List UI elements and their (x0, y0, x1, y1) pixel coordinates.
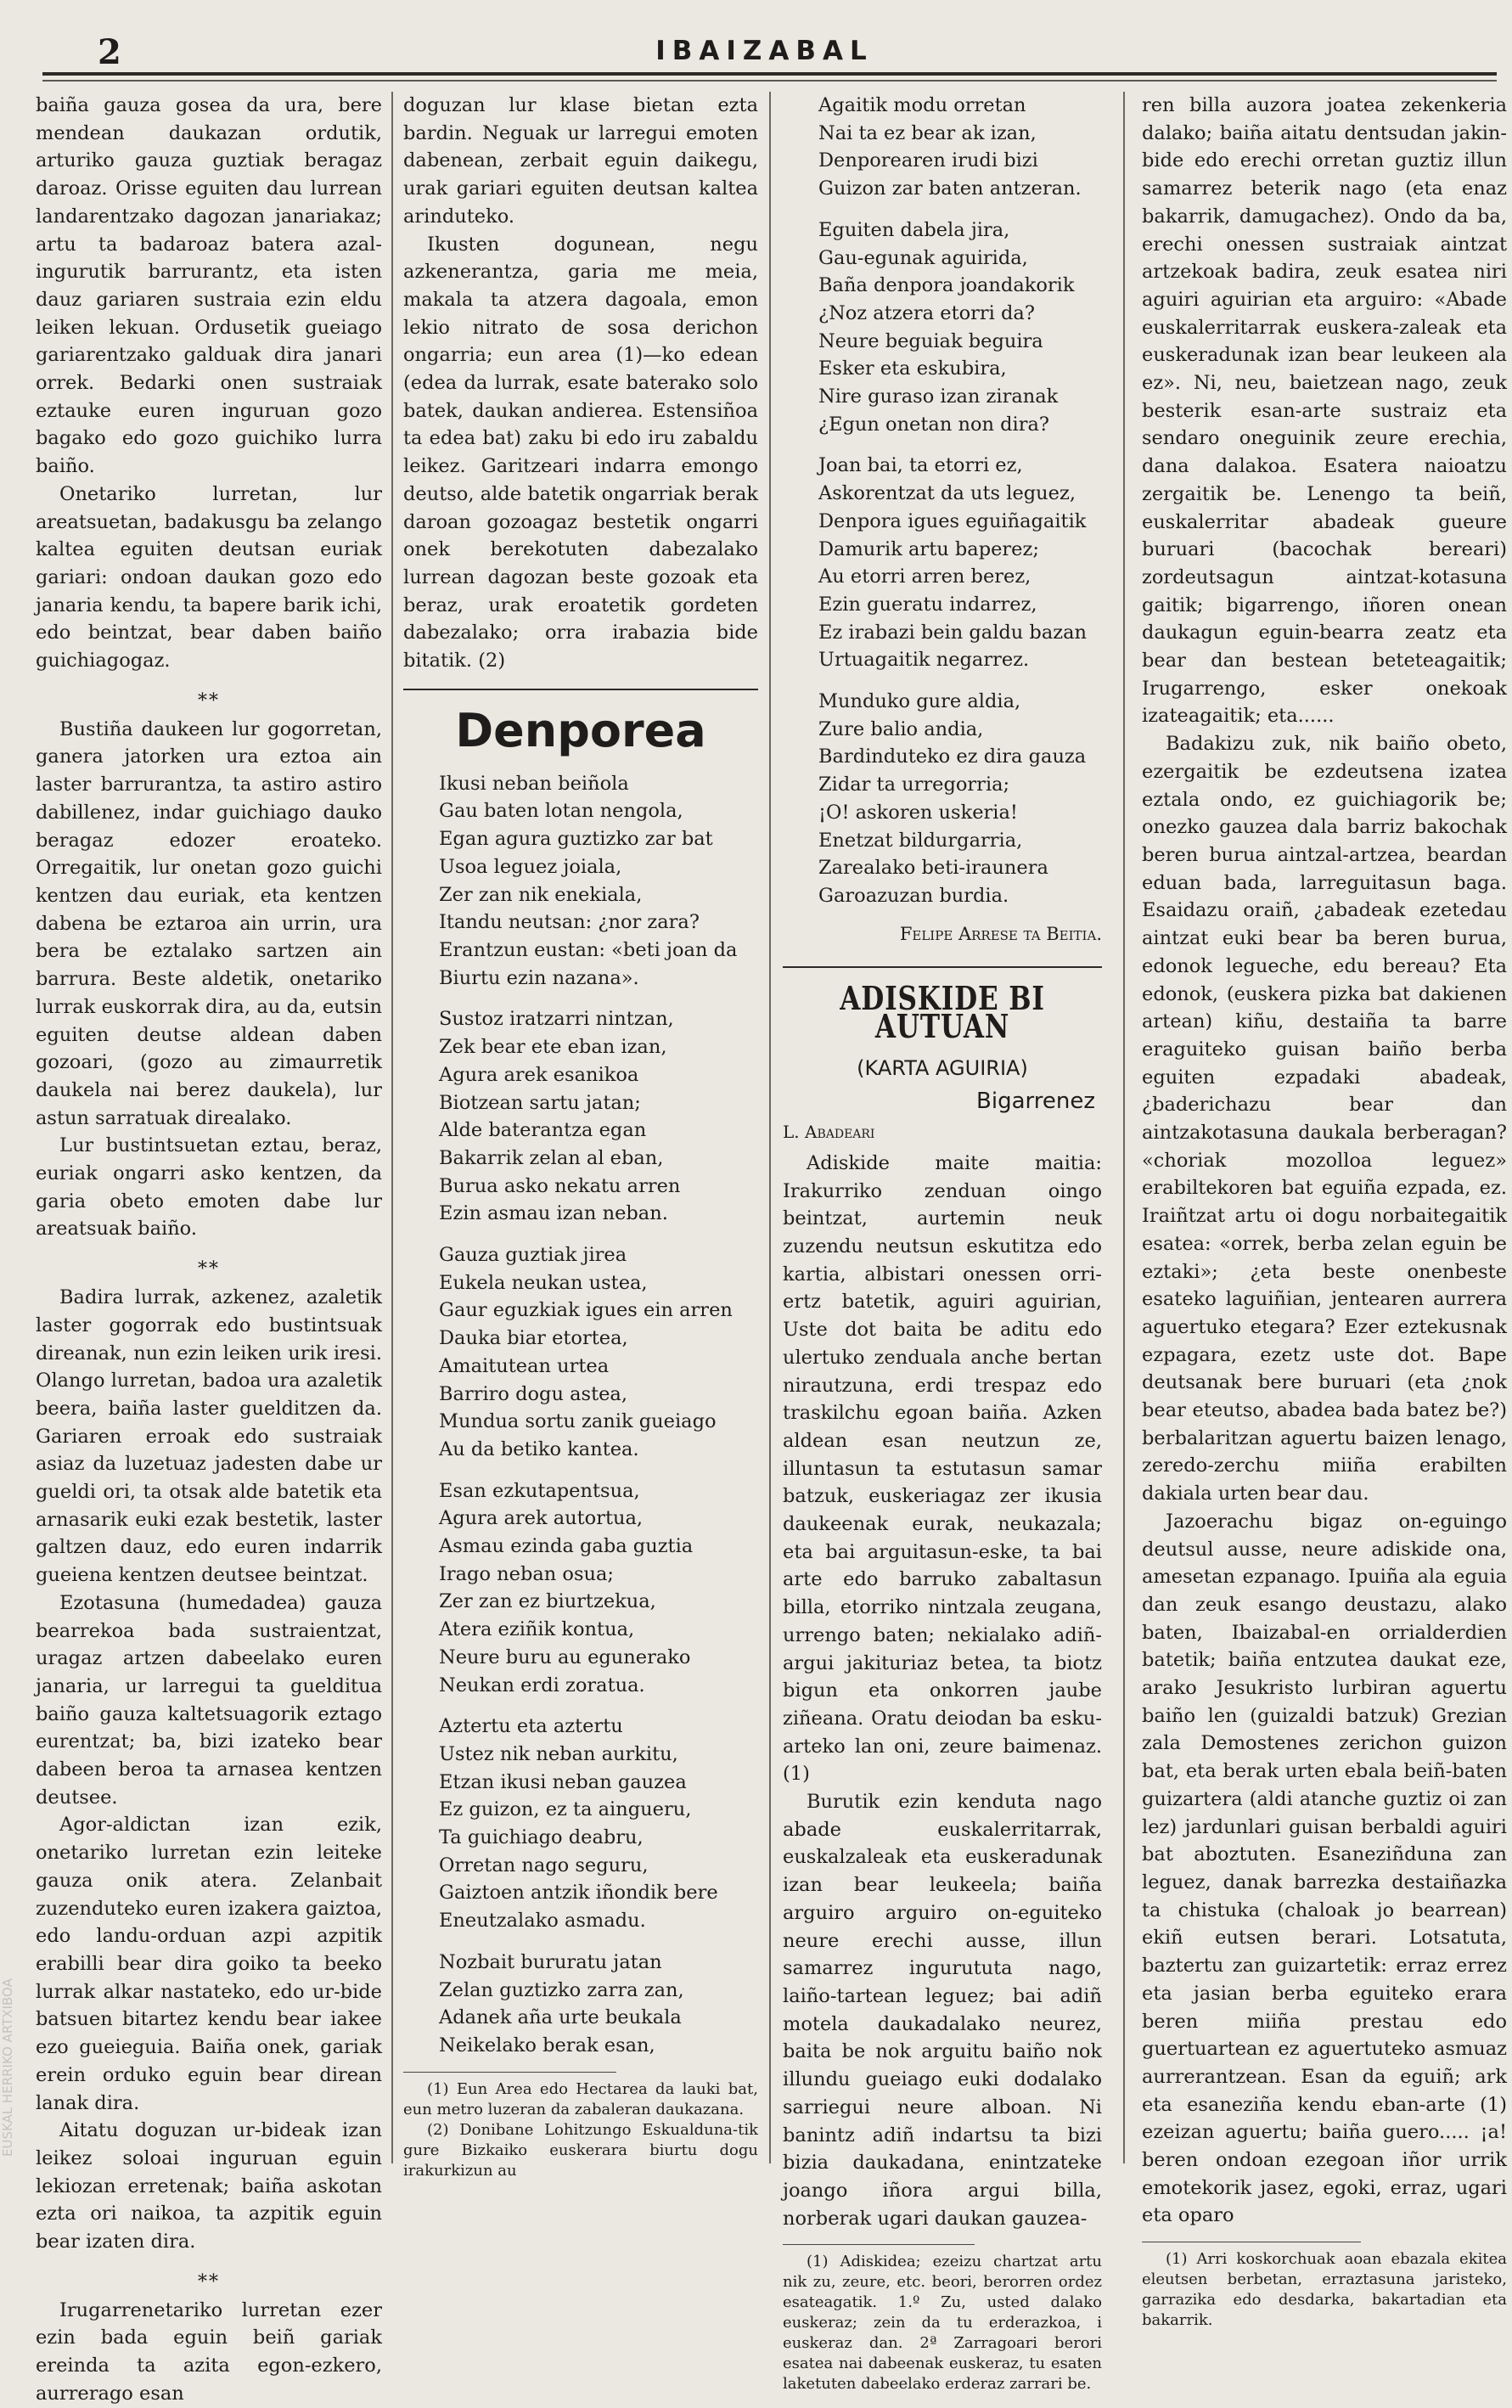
poem-line: Denporearen irudi bizi (818, 149, 1038, 172)
column-1 (36, 92, 382, 2408)
paragraph: Agor-aldictan izan ezik, onetariko lurretan ezin leiteke gauza onik atera. Zelanbait zuzenduteko euren izakera gaiztoa, edo landu-orduan azpi azpitik erabilli bear dira goiko ta beeko lurrak alkar nastateko, edo ur-bide batsuen bitartez kendu bear iakee ezo gueieguia. Baiña onek, gariak erein orduko eguin bear direan lanak dira. (36, 1814, 382, 2114)
article-subtitle: (KARTA AGUIRIA) (857, 1055, 1028, 1080)
header-rule-thin (42, 80, 1497, 82)
column-divider (391, 92, 393, 2163)
poem-line: Ez irabazi bein galdu bazan (818, 621, 1088, 644)
section-separator: ⁎⁎ (198, 2265, 220, 2287)
archive-stamp: EUSKAL HERRIKO ARTXIBOA (0, 1978, 15, 2157)
poem-line: Damurik artu baperez; (818, 537, 1039, 560)
poem-line: Ezin gueratu indarrez, (818, 593, 1037, 616)
section-separator: ⁎⁎ (198, 684, 220, 706)
poem-stanza (403, 1005, 758, 1228)
poem-line: Neukan erdi zoratua. (439, 1674, 645, 1696)
poem-line: Erantzun eustan: «beti joan da (439, 938, 738, 961)
poem-line: Esker eta eskubira, (818, 357, 1007, 380)
paragraph: Adiskide maite maitia: Irakurriko zenduan oingo beintzat, aurtemin neuk zuzendu neutsun eskutitza edo kartia, albistari onessen orri-ertz batetik, aguiri aguirian, Uste dot baita be aditu edo ulertuko zendualа anche bertan nirautzuna, erdi trespaz edo traskilchu egoan baiña. Azken aldean esan neutzun ze, illuntasun ta estutasun samar batzuk, euskeriagaz zer ikusia daukeenak eurak, neukazala; eta bai arguitasun-eske, ta bai arte edo barruko zabaltasun billa, etorriko nintzala zeugana, urrengo baten; nekialako adiñ-argui jakituriaz betea, ta biotz bigun eta onkorren jaube ziñeana. Oratu deiodan ba esku- arteko lan oni, zeure baimenaz. (1) (783, 1151, 1102, 1786)
poem-line: Munduko gure aldia, (818, 690, 1021, 713)
footnote-rule (783, 2244, 975, 2245)
poem-line: Biotzean sartu jatan; (439, 1091, 641, 1114)
poem-line: Gaiztoen antzik iñondik bere (439, 1882, 718, 1904)
poem-line: Neure beguiak beguira (818, 329, 1043, 352)
paragraph: baiña gauza gosea da ura, bere mendean daukazan ordutik, arturiko gauza guztiak beragaz daroaz. Orisse eguiten dau lurrean landarentzako dagozan janariakaz; artu ta badaroaz batera azal-ingurutik barrurantz, eta isten dauz gariaren sustraia ezin eldu leiken lekuan. Ordusetik gueiago gariarentzako galduak dira janari orrek. Bedarki onen sustraiak eztauke euren inguruan gozo bagako edo gozo guichiko lurra baiño. (36, 94, 382, 478)
poem-line: Adanek aña urte beukala (439, 2006, 682, 2029)
poem-stanza (403, 1949, 758, 2060)
column-2 (403, 92, 758, 2181)
poem-line: Esan ezkutapentsua, (439, 1479, 640, 1502)
poem-stanza (403, 1241, 758, 1464)
article-part: Bigarrenez (976, 1088, 1095, 1114)
column-3 (783, 92, 1102, 2394)
poem-stanza (783, 92, 1102, 203)
poem-line: Ezin asmau izan neban. (439, 1202, 668, 1225)
poem-line: Ustez nik neban aurkitu, (439, 1742, 678, 1765)
poem-stanza (783, 217, 1102, 439)
poem-signature: Felipe Arrese ta Beitia. (899, 923, 1102, 944)
poem-line: Zelan guztizko zarra zan, (439, 1978, 684, 2001)
footnote-rule (403, 2072, 616, 2073)
poem-line: Nai ta ez bear ak izan, (818, 121, 1037, 144)
poem-line: Itandu neutsan: ¿nor zara? (439, 911, 700, 934)
poem-line: Zer zan nik enekiala, (439, 883, 643, 906)
poem-line: Nozbait bururatu jatan (439, 1950, 662, 1973)
poem-line: ¿Egun onetan non dira? (818, 413, 1049, 436)
paragraph: Lur bustintsuetan eztau, beraz, euriak ongarri asko kentzen, da garia obeto emoten dabe lur areatsuak baiño. (36, 1134, 382, 1241)
section-rule (403, 689, 758, 690)
poem-title: Denporea (455, 703, 706, 757)
poem-line: Zarealako beti-iraunera (818, 857, 1048, 880)
section-rule (783, 966, 1102, 968)
poem-line: Joan bai, ta etorri ez, (818, 454, 1023, 477)
paragraph: Ikusten dogunean, negu azkenerantza, garia me meia, makala ta atzera dagoala, emon lekio nitrato de sosa derichon ongarria; eun area (1)—ko edean (edea da lurrak, esate baterako solo batek, daukan andierea. Estensiñoa ta edea bat) zaku bi edo iru zabaldu leikez. Garitzeari indarra emongo deutso, alde batetik ongarriak berak daroan gozoagaz bestetik ongarri onek berekotuten dabezalako lurrean dagozan beste gozoak eta beraz, urak eroatetik gordeten dabezalako; orra irabazia bide bitatik. (2) (403, 233, 758, 672)
poem-line: Gaur eguzkiak igues ein arren (439, 1299, 733, 1322)
paragraph: Bustiña daukeen lur gogorretan, ganera jatorken ura eztoa ain laster barrurantza, ta astiro astiro dabillenez, indar guichiago dauko beragaz edozer eroateko. Orregaitik, lur onetan gozo guichi kentzen dau euriak, eta kentzen dabena be eztaroa ain urrin, ura bera be eztalako sartzen ain barrura. Beste aldetik, onetariko lurrak euskorrak dira, au da, eutsin eguiten deutse aldean daben gozoari, (gozo au zimaurretik daukela nai berez daukela), lur astun sarratuak direalako. (36, 717, 382, 1129)
poem-line: ¿Noz atzera etorri da? (818, 301, 1035, 324)
paragraph: Onetariko lurretan, lur areatsuetan, badakusgu ba zelango kaltea eguiten deutsan euriak gariari: ondoan daukan gozo edo janaria kendu, ta bapere barik ichi, edo beintzat, bear daben baiño guichiagogaz. (36, 482, 382, 672)
poem-line: Alde baterantza egan (439, 1119, 647, 1142)
poem-line: Au etorri arren berez, (818, 565, 1031, 588)
footnote: (2) Donibane Lohitzungo Eskualduna-tik gure Bizkaiko euskerara biurtu dogu irakurkizun au (403, 2120, 758, 2180)
poem-line: Denpora igues eguiñagaitik (818, 509, 1087, 532)
poem-line: Agura arek autortua, (439, 1507, 644, 1530)
footnote: (1) Eun Area edo Hectarea da lauki bat, eun metro luzeran da zabaleran daukazana. (403, 2079, 758, 2118)
masthead-title: IBAIZABAL (655, 36, 874, 66)
poem-line: Burua asko nekatu arren (439, 1174, 681, 1197)
poem-line: Usoa leguez joiala, (439, 855, 622, 878)
paragraph: ren billa auzora joatea zekenkeria dalako; baiña aitatu dentsudan jakin-bide edo erechi orretan guztiz illun samarrez beterik nago (eta enaz bakarrik, damugachez). Ondo da ba, erechi onessen sustraiak aintzat artzekoak badira, zeuk esatea niri aguiri aguirian eta arguiro: «Abade euskalerritarrak euskera-zaleak eta euskeradunak izan bear leukeen ala ez». Ni, neu, baietzean nago, zeuk besterik esan-arte sustraiz eta sendaro oneguinik zeure erechia, dana dalakoa. Esatera naioatzu zergaitik be. Lenengo ta beiñ, euskalerritar abadeak gueure buruari (bacochak bereari) zordeutsagun aintzat-kotasuna gaitik; bigarrengo, iñoren onean daukagun eguin-bearra zeatz eta bear dan bestean beteteagaitik; Irugarrengo, esker onekoak izateagaitik; eta...... (1142, 94, 1507, 728)
poem-line: Dauka biar etortea, (439, 1327, 628, 1350)
poem-line: Egan agura guztizko zar bat (439, 828, 713, 851)
footnote: (1) Adiskidea; ezeizu chartzat artu nik zu, zeure, etc. beori, berorren ordez esateagatik. 1.º Zu, usted dalako euskeraz; zein da tu erderazkoa, i euskeraz dan. 2ª Zarragoari berori esatea nai dabeenak euskeraz, tu esaten laketuten dabeelako erderaz zarrari be. (783, 2253, 1102, 2394)
paragraph: Burutik ezin kenduta nago abade euskalerritarrak, euskalzaleak eta euskeradunak izan bear leukeela; baiña arguiro arguiro on-eguiteko neure erechi ausse, illun samarrez ingurututa nago, laiño-tartean leguez; bai adiñ motela daukadalako neurez, baita be nok arguitu baiño nok illundu gueiago euki dodalako sarriegui neure alboan. Ni banintz adiñ indartsu ta bizi bizia daukadana, enintzateke joango iñora argui billa, norberak ugari daukan gauzea- (783, 1791, 1102, 2230)
poem-line: Orretan nago seguru, (439, 1854, 649, 1876)
poem-line: Nire guraso izan ziranak (818, 385, 1059, 408)
poem-line: Neure buru au egunerako (439, 1646, 691, 1668)
poem-line: Zer zan ez biurtzekua, (439, 1590, 656, 1613)
article-title: ADISKIDE BI AUTUAN (840, 979, 1045, 1046)
page-number: 2 (98, 32, 123, 72)
poem-line: Bardinduteko ez dira gauza (818, 745, 1087, 768)
paragraph: Irugarrenetariko lurretan ezer ezin bada eguin beiñ gariak ereinda ta azita egon-ezkero, aurrerago esan (36, 2298, 382, 2405)
poem-line: Bakarrik zelan al eban, (439, 1146, 664, 1169)
poem-line: Ta guichiago deabru, (439, 1826, 644, 1849)
poem-line: Asmau ezinda gaba guztia (439, 1535, 694, 1558)
paragraph: Badakizu zuk, nik baiño obeto, ezergaitik be ezdeutsena izatea eztala ondo, ez guichiagorik be; onezko gauzea dala barriz bakochak beren burua aintzal-artzea, beardan eduan bada, larreguitasun baga. Esaidazu oraiñ, ¿abadeak ezetedau aintzat euki bear ba beren burua, edonok legueche, edu bereau? Eta edonok, (euskera pizka bat dakienen artean) kiñu, destaiña ta barre eraguiteko guisan baiño berba eguiten ezpadaki abadeak, ¿baderichazu bear dan aintzakotasuna daukala berberagan? «choriak mozolloa leguez» erabiltekoren bat eguiña ezpada, ez. Iraiñtzat artu oi dogu norbaitegaitik esatea: «orrek, berba zelan eguin be eztaki»; ¿eta beste onenbeste esateko laguiñian, jentearen aurrera aguertuko etegara? Ezer eztekusnak ezpagara, ezetz uste dot. Bape deutsanak bere buruari (eta ¿nok bear eteutso, abadea bada batez be?) berbalaritzan aguertu baizen lenago, zeredo-zerchu miiña erabilten dakiala urten bear dau. (1142, 733, 1507, 1505)
header-rule (42, 72, 1497, 76)
poem-line: Eukela neukan ustea, (439, 1271, 648, 1294)
poem-line: Ez guizon, ez ta aingueru, (439, 1798, 692, 1821)
section-separator: ⁎⁎ (198, 1252, 220, 1274)
poem-line: Aztertu eta aztertu (439, 1715, 623, 1738)
poem-line: Askorentzat da uts leguez, (818, 482, 1076, 505)
poem-line: Baña denpora joandakorik (818, 274, 1075, 297)
poem-line: Etzan ikusi neban gauzea (439, 1770, 687, 1793)
poem-line: Zek bear ete eban izan, (439, 1036, 667, 1059)
poem-line: Barriro dogu astea, (439, 1382, 627, 1405)
column-divider (769, 92, 771, 2163)
column-4 (1142, 92, 1507, 2331)
poem-line: Sustoz iratzarri nintzan, (439, 1008, 674, 1031)
poem-stanza (403, 1477, 758, 1700)
poem-stanza (783, 452, 1102, 674)
paragraph: Aitatu doguzan ur-bideak izan leikez soloai inguruan eguin lekiozan erretenak; baiña askotan ezta ori naikoa, ta azpitik eguin bear izaten dira. (36, 2119, 382, 2253)
poem-line: Atera eziñik kontua, (439, 1618, 635, 1641)
column-divider (1123, 92, 1125, 2163)
poem-line: Irago neban osua; (439, 1562, 615, 1585)
poem-line: Guizon zar baten antzeran. (818, 177, 1082, 200)
poem-stanza (783, 688, 1102, 910)
poem-line: Zidar ta urregorria; (818, 774, 1010, 796)
poem-line: Enetzat bildurgarria, (818, 829, 1023, 852)
poem-line: Eguiten dabela jira, (818, 218, 1010, 241)
poem-line: Gau-egunak aguirida, (818, 246, 1028, 269)
poem-stanza (403, 1713, 758, 1935)
poem-line: Eneutzalako asmadu. (439, 1910, 646, 1933)
paragraph: Jazoerachu bigaz on-eguingo deutsul ausse, neure adiskide ona, amesetan ezpanago. Ipuiña ala eguia dan zeuk esango deustazu, alako baten, Ibaizabal-en orrialderdien batetik; baiña entzutea daukat eze, arako Jesukristo lurbiran aguertu baiño len (guizaldi batzuk) Grezian zala Demostenes zerichon guizon bat, eta berak urten ebala beiñ-baten guizartera (aldi atanche guztiz oi zan lez) jardunlari guisan berbaldi aguiri bat aboztuten. Esaneziñduna zan leguez, danak barrezka destaiñazka ta chistuka (chaloak jo bearrean) ekiñ eutsen berari. Lotsatuta, baztertu zan guizartetik: erraz errez eta jasian berba eguiteko erara beren miiña prestau edo guertuartean ez aguertuteko asmuaz aurrerantzean. Esan da eguiñ; ark eta esaneziña kendu eban-arte (1) ezeizan aguertu; baiña guero..... ¡a! beren ondoan ezegoan iñor urrik emotekorik jasez, egoki, erraz, ugari eta oparo (1142, 1510, 1507, 2227)
poem-line: Mundua sortu zanik gueiago (439, 1410, 717, 1433)
poem-line: Au da betiko kantea. (439, 1437, 639, 1460)
poem-line: Neikelako berak esan, (439, 2034, 655, 2056)
paragraph: Badira lurrak, azkenez, azaletik laster gogorrak edo bustintsuak direanak, nun ezin leiken urik iresi. Olango lurretan, badoa ura azaletik beera, baiña laster guelditzen da. Gariaren erroak edo sustraiak asiaz da luzetuaz jadesten dabe ur gueldi ori, ta otsak alde batetik eta arnasarik euki ezak bestetik, laster galtzen dauz, edo euren indarrik gueiena kentzen deutsee beintzat. (36, 1286, 382, 1587)
poem-line: Gau baten lotan nengola, (439, 800, 683, 823)
poem-line: Gauza guztiak jirea (439, 1244, 627, 1267)
poem-line: Urtuagaitik negarrez. (818, 649, 1030, 672)
poem-line: Agaitik modu orretan (818, 94, 1026, 116)
poem-line: Garoazuzan burdia. (818, 884, 1009, 907)
paragraph: Ezotasuna (humedadea) gauza bearrekoa bada sustraientzat, uragaz artzen dabeelako euren janaria, ur larregui ta gueldituа baiño gauza kaltetsuagorik eztago eurentzat; ba, bizi izateko bear dabeen beroa ta arnasea kentzen deutsee. (36, 1591, 382, 1809)
poem-line: Amaitutean urtea (439, 1354, 610, 1377)
poem-line: Biurtu ezin nazana». (439, 966, 639, 989)
poem-line: Ikusi neban beiñola (439, 772, 629, 795)
paragraph: doguzan lur klase bietan ezta bardin. Neguak ur larregui emoten dabenean, zerbait eguin daikegu, urak gariari eguiten deutsan kaltea arinduteko. (403, 94, 758, 228)
article-author: L. Abadeari (783, 1122, 875, 1143)
poem-line: Zure balio andia, (818, 717, 984, 740)
poem-stanza (403, 770, 758, 993)
poem-line: ¡O! askoren uskeria! (818, 801, 1018, 824)
footnote: (1) Arri koskorchuak aoan ebazala ekitea eleutsen berbetan, erraztasuna jaristeko, garrazika edo desdarka, bakartadian eta bakarrik. (1142, 2250, 1507, 2330)
poem-line: Agura arek esanikoa (439, 1063, 639, 1086)
